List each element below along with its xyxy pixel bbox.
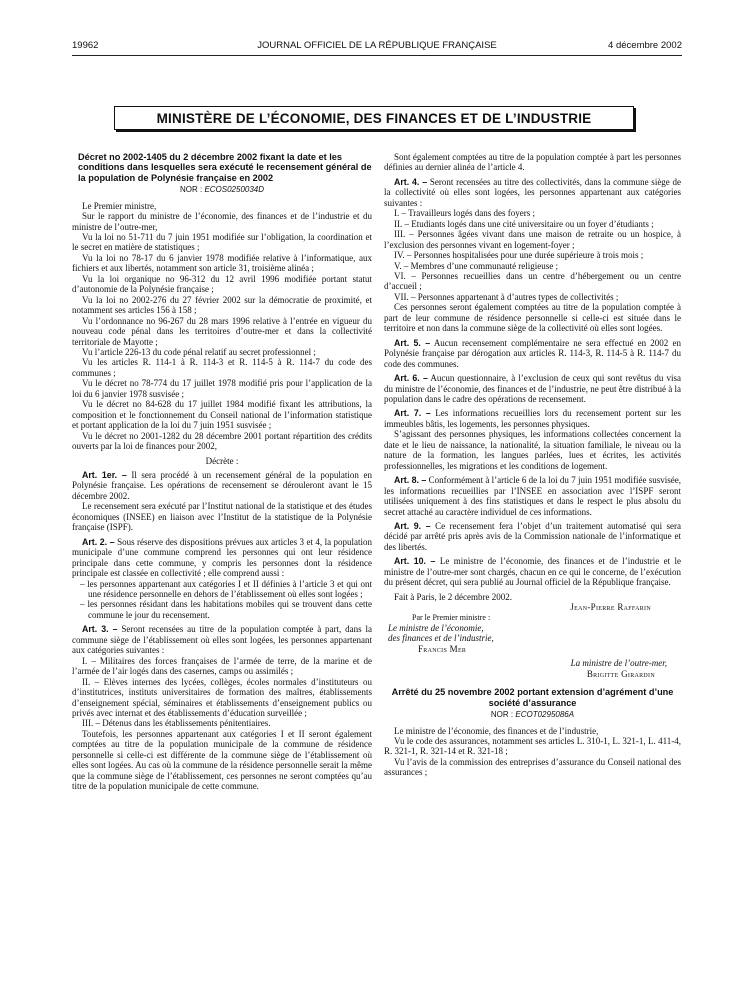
preamble-line: Vu la loi no 2002-276 du 27 février 2002 sur la démocratie de proximité, et notamment ses articles 156 à 158 ; xyxy=(72,294,372,316)
list-item: II. – Elèves internes des lycées, collèges, écoles normales d’instituteurs ou d’institutrices, instituts universitaires de formation des maîtres, établissements d’enseignement spécial, séminaires et établissements d’enseignement publics ou privés avec internat et des établissements d’éducation surveillée ; xyxy=(72,676,372,718)
list-item: V. – Membres d’une communauté religieuse ; xyxy=(394,260,559,271)
signatory-pm: Jean-Pierre Raffarin xyxy=(570,602,651,613)
nor-label: NOR : xyxy=(179,185,203,195)
article-label: Art. 8. – xyxy=(394,475,427,486)
article-paragraph: S’agissant des personnes physiques, les informations collectées concernent la date et le lieu de naissance, la nationalité, la situation familiale, le niveau ou la nature de la formation, les langues parlées, lues et écrites, les activités professionnelles, les migrations et les conditions de logement. xyxy=(384,429,681,471)
arrete-line: Vu l’avis de la commission des entreprises d’assurance du Conseil national des assurances ; xyxy=(384,756,681,778)
article-8: Art. 8. – Conformément à l’article 6 de la loi du 7 juin 1951 modifiée susvisée, les informations recueillies par l’INSEE en association avec l’ISPF seront utilisées uniquement à des fins statistiques et dans le respect le plus absolu du secret attaché au caractère individuel de ces informations. xyxy=(384,475,681,517)
preamble-line: Vu la loi no 78-17 du 6 janvier 1978 modifiée relative à l’informatique, aux fichiers et aux libertés, notamment son article 31, troisième alinéa ; xyxy=(72,252,372,274)
article-label: Art. 3. – xyxy=(82,624,118,635)
list-item: II. – Etudiants logés dans une cité universitaire ou un foyer d’étudiants ; xyxy=(394,218,654,229)
arrete-nor xyxy=(384,710,681,720)
page-number: 19962 xyxy=(72,40,99,51)
article-10: Art. 10. – Le ministre de l’économie, des finances et de l’industrie et le ministre de l’outre-mer sont chargés, chacun en ce qui le concerne, de l’exécution du présent décret, qui sera publié au Journal officiel de la République française. xyxy=(384,556,681,588)
article-7: Art. 7. – Les informations recueillies lors du recensement portent sur les immeubles bâtis, les logements, les personnes physiques. xyxy=(384,408,681,429)
header-rule xyxy=(72,55,682,56)
list-item: I. – Militaires des forces françaises de l’armée de terre, de la marine et de l’armée de l’air logés dans des casernes, camps ou assimilés ; xyxy=(72,655,372,677)
journal-title: JOURNAL OFFICIEL DE LA RÉPUBLIQUE FRANÇAISE xyxy=(257,40,497,51)
signatory-minister-eco: Francis Mer xyxy=(418,643,467,654)
article-label: Art. 5. – xyxy=(394,337,431,348)
by-pm-line: Par le Premier ministre : xyxy=(412,612,491,622)
article-label: Art. 7. – xyxy=(394,408,431,419)
decree-nor xyxy=(72,185,372,195)
article-3: Art. 3. – Seront recensées au titre de la population comptée à part, dans la commune siège de l’établissement où elles sont logées, les personnes appartenant aux catégories suivantes : xyxy=(72,624,372,656)
article-paragraph: Ces personnes seront également comptées au titre de la population comptée à part de leur commune de résidence personnelle si celle-ci est située dans le territoire et non dans la commune siège de la collectivité où elles sont logées. xyxy=(384,302,681,334)
article-6: Art. 6. – Aucun questionnaire, à l’exclusion de ceux qui sont revêtus du visa du ministre de l’économie, des finances et de l’industrie, ne peut être distribué à la population dans le cadre des opérations de recensement. xyxy=(384,373,681,404)
decree-title: Décret no 2002-1405 du 2 décembre 2002 fixant la date et les conditions dans lesquelles sera exécuté le recensement général de la population de Polynésie française en 2002 xyxy=(78,152,372,183)
arrete-line: Le ministre de l’économie, des finances et de l’industrie, xyxy=(394,725,599,736)
right-column xyxy=(384,152,681,778)
list-item: – les personnes résidant dans les habitations mobiles qui se trouvent dans cette commune le jour du recensement. xyxy=(80,599,372,620)
article-1: Art. 1er. – Il sera procédé à un recensement général de la population en Polynésie française. Les opérations de recensement se dérouleront avant le 15 décembre 2002. xyxy=(72,470,372,501)
preamble-line: Vu le décret no 2001-1282 du 28 décembre 2001 portant répartition des crédits ouverts par la loi de finances pour 2002, xyxy=(72,430,372,452)
article-label: Art. 4. – xyxy=(394,176,428,187)
preamble-line: Vu l’article 226-13 du code pénal relatif au secret professionnel ; xyxy=(82,347,316,358)
left-column xyxy=(72,152,372,792)
minister-title: des finances et de l’industrie, xyxy=(388,633,494,644)
arrete-line: Vu le code des assurances, notamment ses articles L. 310-1, L. 321-1, L. 411-4, R. 321-1, R. 321-14 et R. 321-18 ; xyxy=(384,736,681,757)
preamble-line: Vu la loi organique no 96-312 du 12 avril 1996 modifiée portant statut d’autonomie de la Polynésie française ; xyxy=(72,273,372,295)
article-label: Art. 2. – xyxy=(82,536,115,547)
article-paragraph: Le recensement sera exécuté par l’Institut national de la statistique et des études économiques (INSEE) en liaison avec l’Institut de la statistique de la Polynésie française (ISPF). xyxy=(72,501,372,533)
article-2: Art. 2. – Sous réserve des dispositions prévues aux articles 3 et 4, la population municipale d’une commune comprend les personnes qui ont leur résidence principale dans cette commune, y compris les personnes dont la résidence principale est classée en collectivité ; elle comprend aussi : xyxy=(72,536,372,579)
list-item: VI. – Personnes recueillies dans un centre d’hébergement ou un centre d’accueil ; xyxy=(384,270,681,292)
article-9: Art. 9. – Ce recensement fera l’objet d’un traitement automatisé qui sera décidé par arrêté pris après avis de la Commission nationale de l’informatique et des libertés. xyxy=(384,520,681,552)
article-label: Art. 10. – xyxy=(394,556,436,567)
article-4: Art. 4. – Seront recensées au titre des collectivités, dans la commune siège de la collectivité où elles sont logées, les personnes appartenant aux catégories suivantes : xyxy=(384,176,681,208)
list-item: – les personnes appartenant aux catégories I et II définies à l’article 3 et qui ont une résidence personnelle en dehors de l’établissement où elles sont logées ; xyxy=(80,578,372,599)
preamble-line: Vu l’ordonnance no 96-267 du 28 mars 1996 relative à l’entrée en vigueur du nouveau code pénal dans les territoires d’outre-mer et dans la collectivité territoriale de Mayotte ; xyxy=(72,315,372,347)
list-item: IV. – Personnes hospitalisées pour une durée supérieure à trois mois ; xyxy=(394,250,644,261)
list-item: I. – Travailleurs logés dans des foyers ; xyxy=(394,208,535,219)
decrete-line: Décrète : xyxy=(205,455,239,466)
arrete-title: Arrêté du 25 novembre 2002 portant extension d’agrément d’une société d’assurance xyxy=(391,687,674,708)
nor-label: NOR : xyxy=(490,710,514,720)
article-paragraph: Toutefois, les personnes appartenant aux catégories I et II seront également comptées au titre de la population municipale de la commune de résidence personnelle si celle-ci est différente de la commune siège de l’établissement où elles sont logées. Au cas où la commune de la résidence personnelle serait la même que la commune siège de l’établissement, ces personnes ne seront comptées qu’au titre de la population municipale de cette commune. xyxy=(72,728,372,792)
minister-title: Le ministre de l’économie, xyxy=(388,623,484,634)
list-item: VII. – Personnes appartenant à d’autres types de collectivités ; xyxy=(394,291,619,302)
minister-title: La ministre de l’outre-mer, xyxy=(570,658,667,669)
nor-code: ECOT0295086A xyxy=(515,710,575,720)
preamble-line: Vu le décret no 78-774 du 17 juillet 1978 modifié pris pour l’application de la loi du 6 janvier 1978 susvisée ; xyxy=(72,378,372,399)
nor-code: ECOS0250034D xyxy=(204,185,265,195)
issue-date: 4 décembre 2002 xyxy=(608,40,682,51)
article-label: Art. 9. – xyxy=(394,520,431,531)
list-item: III. – Détenus dans les établissements pénitentiaires. xyxy=(82,718,271,729)
preamble-line: Vu le décret no 84-628 du 17 juillet 1984 modifié fixant les attributions, la composition et le fonctionnement du Conseil national de l’information statistique et portant application de la loi du 7 juin 1951 susvisée ; xyxy=(72,399,372,431)
page-header xyxy=(72,40,682,54)
article-paragraph: Sont également comptées au titre de la population comptée à part les personnes définies au dernier alinéa de l’article 4. xyxy=(384,152,681,173)
ministry-banner: MINISTÈRE DE L’ÉCONOMIE, DES FINANCES ET DE L’INDUSTRIE xyxy=(114,106,634,130)
preamble-line: Vu la loi no 51-711 du 7 juin 1951 modifiée sur l’obligation, la coordination et le secret en matière de statistiques ; xyxy=(72,232,372,253)
article-5: Art. 5. – Aucun recensement complémentaire ne sera effectué en 2002 en Polynésie française par dérogation aux articles R. 114-3, R. 114-5 à R. 114-7 du code des communes. xyxy=(384,337,681,369)
preamble-line: Le Premier ministre, xyxy=(82,200,157,211)
preamble-line: Vu les articles R. 114-1 à R. 114-3 et R. 114-5 à R. 114-7 du code des communes ; xyxy=(72,357,372,378)
article-label: Art. 6. – xyxy=(394,373,428,384)
preamble-line: Sur le rapport du ministre de l’économie, des finances et de l’industrie et du ministre de l’outre-mer, xyxy=(72,211,372,232)
signatory-minister-om: Brigitte Girardin xyxy=(586,668,655,679)
article-label: Art. 1er. – xyxy=(82,470,127,480)
list-item: III. – Personnes âgées vivant dans une maison de retraite ou un hospice, à l’exclusion des personnes vivant en logement-foyer ; xyxy=(384,229,681,250)
done-at-line: Fait à Paris, le 2 décembre 2002. xyxy=(394,591,512,602)
